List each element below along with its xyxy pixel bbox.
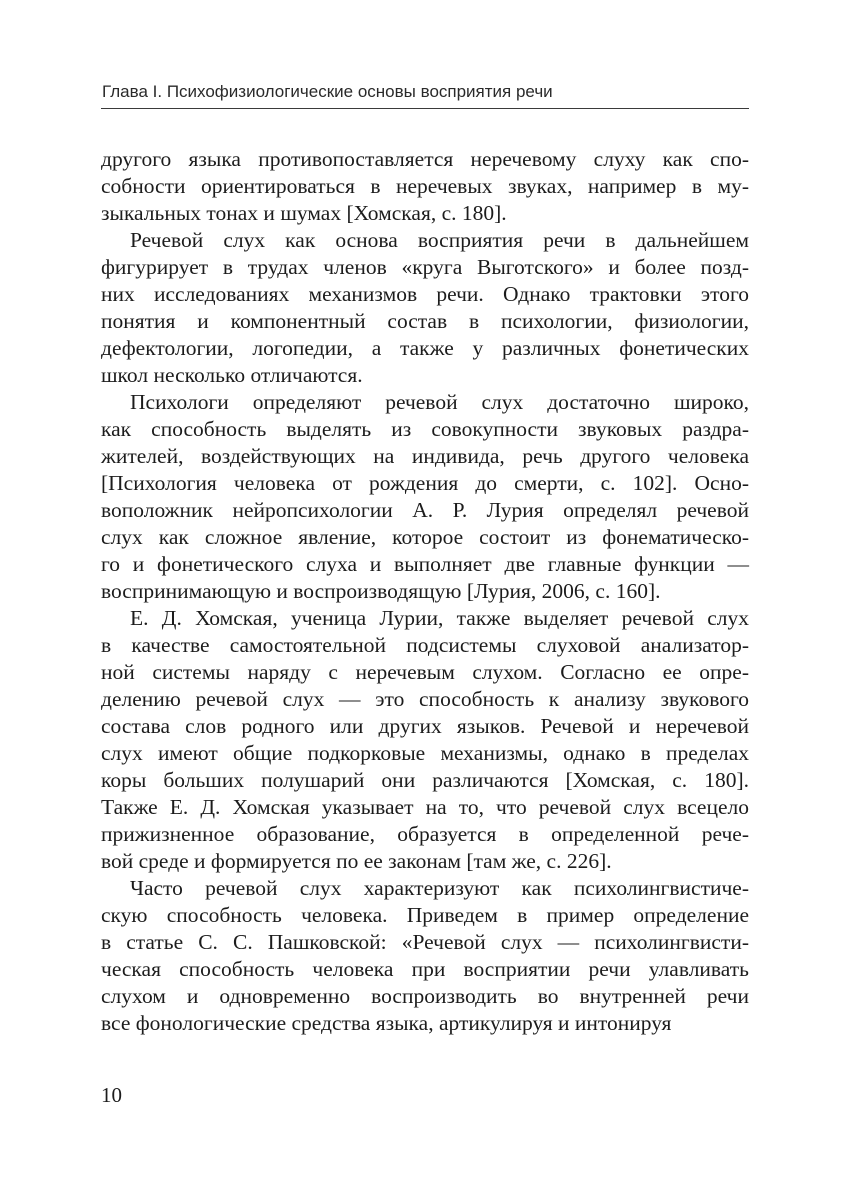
- text-line: них исследованиях механизмов речи. Однако трактовки этого: [101, 282, 749, 306]
- text-line: состава слов родного или других языков. Речевой и неречевой: [101, 714, 749, 738]
- text-line: как способность выделять из совокупности звуковых раздра-: [101, 417, 749, 441]
- text-line: в качестве самостоятельной подсистемы слуховой анализатор-: [101, 633, 749, 657]
- text-line: Е. Д. Хомская, ученица Лурии, также выделяет речевой слух: [130, 606, 749, 630]
- text-line: дефектологии, логопедии, а также у различных фонетических: [101, 336, 749, 360]
- text-line: воспринимающую и воспроизводящую [Лурия, 2006, с. 160].: [101, 579, 661, 603]
- header-divider: [101, 108, 749, 109]
- text-line: вой среде и формируется по ее законам [там же, с. 226].: [101, 849, 612, 873]
- paragraph: [101, 605, 749, 875]
- text-line: другого языка противопоставляется неречевому слуху как спо-: [101, 147, 749, 171]
- text-line: понятия и компонентный состав в психологии, физиологии,: [101, 309, 749, 333]
- text-line: в статье С. С. Пашковской: «Речевой слух — психолингвисти-: [101, 930, 749, 954]
- text-line: прижизненное образование, образуется в определенной рече-: [101, 822, 749, 846]
- paragraph: [101, 389, 749, 605]
- text-line: жителей, воздействующих на индивида, речь другого человека: [101, 444, 749, 468]
- text-line: ной системы наряду с неречевым слухом. Согласно ее опре-: [101, 660, 749, 684]
- text-line: слух как сложное явление, которое состоит из фонематическо-: [101, 525, 749, 549]
- text-line: школ несколько отличаются.: [101, 363, 363, 387]
- text-line: го и фонетического слуха и выполняет две главные функции —: [101, 552, 749, 576]
- text-line: делению речевой слух — это способность к анализу звукового: [101, 687, 749, 711]
- paragraph: [101, 146, 749, 227]
- paragraph: [101, 875, 749, 1037]
- text-line: Также Е. Д. Хомская указывает на то, что речевой слух всецело: [101, 795, 749, 819]
- text-line: зыкальных тонах и шумах [Хомская, с. 180].: [101, 201, 507, 225]
- text-line: собности ориентироваться в неречевых звуках, например в му-: [101, 174, 749, 198]
- text-line: Психологи определяют речевой слух достаточно широко,: [130, 390, 749, 414]
- page-number: 10: [101, 1083, 122, 1107]
- text-line: фигурирует в трудах членов «круга Выготского» и более позд-: [101, 255, 749, 279]
- text-line: слухом и одновременно воспроизводить во внутренней речи: [101, 984, 749, 1008]
- text-line: Речевой слух как основа восприятия речи в дальнейшем: [130, 228, 749, 252]
- text-line: воположник нейропсихологии А. Р. Лурия определял речевой: [101, 498, 749, 522]
- text-line: скую способность человека. Приведем в пример определение: [101, 903, 749, 927]
- paragraph: [101, 227, 749, 389]
- text-line: ческая способность человека при восприятии речи улавливать: [101, 957, 749, 981]
- text-line: Часто речевой слух характеризуют как психолингвистиче-: [130, 876, 749, 900]
- text-line: [Психология человека от рождения до смерти, с. 102]. Осно-: [101, 471, 749, 495]
- body-text: [101, 146, 749, 1037]
- text-line: все фонологические средства языка, артикулируя и интонируя: [101, 1011, 672, 1035]
- text-line: слух имеют общие подкорковые механизмы, однако в пределах: [101, 741, 749, 765]
- running-title: Глава I. Психофизиологические основы восприятия речи: [102, 82, 553, 101]
- text-line: коры больших полушарий они различаются [Хомская, с. 180].: [101, 768, 749, 792]
